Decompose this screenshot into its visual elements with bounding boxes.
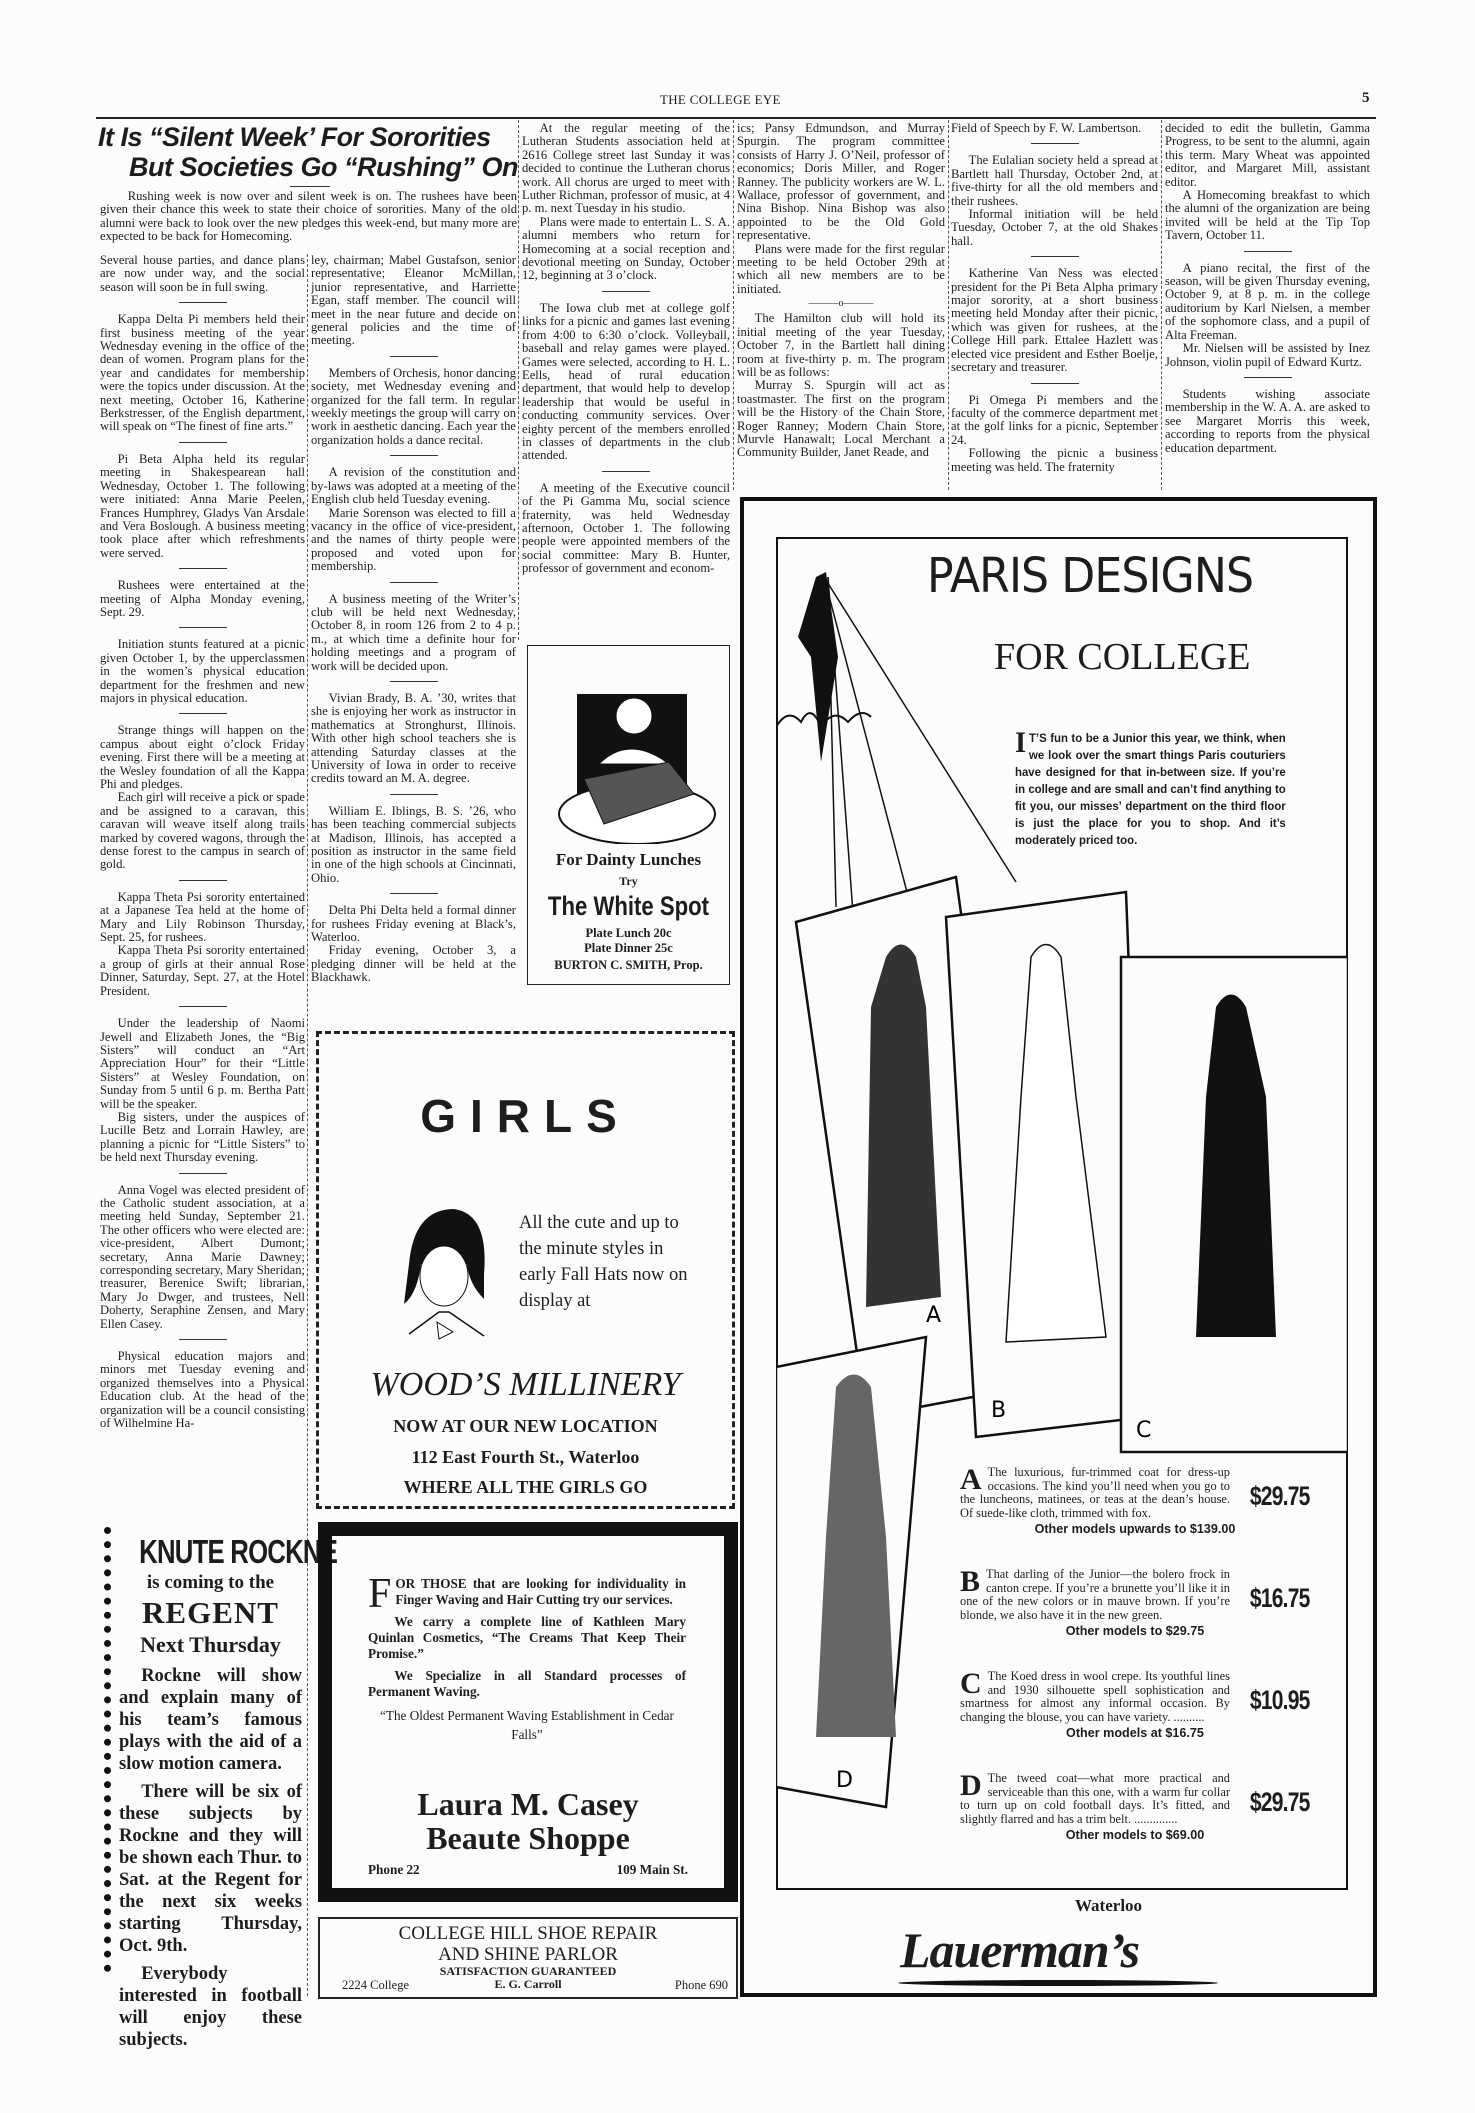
white-spot-ad <box>527 645 730 985</box>
face <box>420 1246 468 1306</box>
news-paragraph: Members of Orchesis, honor dancing society, met Wednesday evening and organized for the fall term. In regular weekly meetings the group will carry on work in aesthetic dancing. Each year the organization holds a dance recital. <box>311 365 516 447</box>
article-separator <box>1031 383 1079 384</box>
tag-b-letter: B <box>991 1398 1007 1423</box>
news-paragraph: ics; Pansy Edmundson, and Murray Spurgin. The program committee consists of Harry J. O’Neil, professor of economics; Doris Miller, and Roger Ranney. The publicity workers are W. L. Wallace, professor of government, and Nina Bishop. Nina Bishop was also appointed to be the Old Gold representative. <box>737 122 945 243</box>
news-item <box>100 254 305 294</box>
knute-title: KNUTE ROCKNE <box>139 1533 338 1570</box>
knute-coming: is coming to the <box>146 1572 275 1593</box>
news-paragraph: Strange things will happen on the campus about eight o’clock Friday evening. First there will be a meeting at the Wesley foundation of all the Kappa Phi and pledges. <box>100 723 305 791</box>
news-paragraph: Under the leadership of Naomi Jewell and Elizabeth Jones, the “Big Sisters” will conduct an “Art Appreciation Hour” for their “Little Sisters” at Wesley Foundation, on Sunday from 5 until 6 p. m. Bertha Patt will be the speaker. <box>100 1016 305 1111</box>
headline-line-2: But Societies Go “Rushing” On <box>128 152 518 182</box>
column-1 <box>100 254 305 1510</box>
article-separator <box>179 442 227 443</box>
news-paragraph: Katherine Van Ness was elected president for the Pi Beta Alpha primary major sorority, at a short business meeting held Monday after their picnic, which was given for rushees, at the College Hill park. Ettalee Hazlett was elected vice president and Esther Boelje, secretary and treasurer. <box>951 266 1158 375</box>
news-paragraph: Vivian Brady, B. A. ’30, writes that she is enjoying her work as instructor in mathematics at Stronghurst, Illinois. With other high school teachers she is attending Saturday classes at the University of Iowa in order to receive credits toward an M. A. degree. <box>311 690 516 786</box>
casey-name: Laura M. Casey <box>417 1786 639 1822</box>
news-paragraph: Anna Vogel was elected president of the Catholic student association, at a meeting held Sunday, September 21. The other officers who were elected are: vice-president, Albert Dumont; secretary, Anna Marie Dawney; corresponding secretary, Mary Sheridan; treasurer, Berenice Swift; librarian, Mary Jo Dwger, and trustees, Nell Doherty, Seraphine Zensen, and Mary Ellen Casey. <box>100 1182 305 1331</box>
article-separator <box>1031 143 1079 144</box>
bow <box>437 1322 453 1339</box>
news-paragraph: Kappa Theta Psi sorority entertained a group of girls at their annual Rose Dinner, Saturday, Sept. 27, at the Hotel President. <box>100 943 305 998</box>
news-paragraph: Kappa Delta Pi members held their first business meeting of the year Wednesday evening in the office of the dean of women. Program plans for the year and candidates for membership were the topics under discussion. At the next meeting, October 16, Katherine Berkstresser, of the English department, will speak on “The finest of fine arts.” <box>100 312 305 434</box>
paris-intro <box>1015 726 1286 849</box>
casey-body <box>368 1571 686 1750</box>
news-paragraph: Initiation stunts featured at a picnic given October 1, by the upperclassmen in the women’s physical education department for the freshmen and new majors in physical education. <box>100 637 305 705</box>
news-paragraph: A revision of the constitution and by-laws was adopted at a meeting of the English club held Tuesday evening. <box>311 465 516 507</box>
paris-title: PARIS DESIGNS <box>927 548 1254 604</box>
column-rule <box>733 120 734 490</box>
lead-paragraph: Rushing week is now over and silent week is on. The rushees have been given their chance this week to state their choice of sororities. Many of the old alumni were back to look over the new pledges this week-end, but many more are expected to be back for Homecoming. <box>100 189 517 244</box>
news-item <box>1165 388 1370 455</box>
location-line: NOW AT OUR NEW LOCATION <box>393 1416 658 1436</box>
news-paragraph: Plans were made to entertain L. S. A. alumni members who return for Homecoming at a social reception and devotional meeting on Sunday, October 12, beginning at 3 o’clock. <box>522 214 730 283</box>
article-separator <box>390 794 438 795</box>
news-paragraph: Pi Omega Pi members and the faculty of the commerce department met at the golf links for a picnic, September 24. <box>951 392 1158 447</box>
item-price: $29.75 <box>1250 1787 1310 1817</box>
knute-when: Next Thursday <box>140 1632 281 1657</box>
news-item <box>951 267 1158 374</box>
regent-theater: REGENT <box>142 1595 279 1630</box>
article-separator <box>179 568 227 569</box>
casey-paragraph: We Specialize in all Standard processes of Permanent Waving. <box>368 1668 686 1699</box>
headline <box>98 122 518 182</box>
item-b <box>960 1565 1310 1639</box>
news-item <box>311 466 516 573</box>
article-separator <box>390 356 438 357</box>
tag-d <box>776 1337 926 1807</box>
masthead-rule <box>96 117 1376 119</box>
knute-paragraph: Everybody interested in football will enjoy these subjects. <box>119 1964 302 2050</box>
news-paragraph: Each girl will receive a pick or spade and be assigned to a caravan, this caravan will weave itself along trails marked by covered wagons, through the dense forest to the campus in search of gold. <box>100 790 305 872</box>
news-item <box>522 482 730 576</box>
shoe-subtitle: AND SHINE PARLOR <box>438 1944 618 1965</box>
item-description: The tweed coat—what more practical and serviceable than this one, with a warm fur collar to turn up on cold football days. It’s fitted, and slightly flarred and has a trim belt. .............. <box>960 1771 1230 1826</box>
casey-address: 109 Main St. <box>616 1862 688 1877</box>
news-paragraph: Delta Phi Delta held a formal dinner for rushees Friday evening at Black’s, Waterloo. <box>311 903 516 945</box>
news-item <box>951 394 1158 474</box>
article-separator <box>179 1006 227 1007</box>
white-spot-tagline: For Dainty Lunches <box>555 850 702 869</box>
store-city: Waterloo <box>1075 1896 1143 1915</box>
news-item <box>311 593 516 673</box>
news-paragraph: A piano recital, the first of the season, will be given Thursday evening, October 9, at 8 p. m. in the college auditorium by Karl Nielsen, a member of the sophomore class, and a pupil of Alta Freeman. <box>1165 260 1370 342</box>
news-paragraph: Marie Sorenson was elected to fill a vacancy in the office of vice-president, and the names of thirty people were proposed and voted upon for membership. <box>311 505 516 574</box>
item-c <box>960 1667 1310 1741</box>
headline-line-1: It Is “Silent Week’ For Sororities <box>98 122 491 152</box>
news-item <box>100 1184 305 1331</box>
news-paragraph: A business meeting of the Writer’s club will be held next Wednesday, October 8, in room 126 from 2 to 4 p. m., at which time a definite hour for holding meetings and a program of work will be decided upon. <box>311 591 516 673</box>
casey-paragraph: We carry a complete line of Kathleen Mary Quinlan Cosmetics, “The Creams That Keep Their Promise.” <box>368 1614 686 1661</box>
news-item <box>100 1017 305 1164</box>
news-paragraph: Rushees were entertained at the meeting of Alpha Monday evening, Sept. 29. <box>100 578 305 619</box>
column-rule <box>307 254 308 1996</box>
news-item <box>100 579 305 619</box>
article-separator <box>1244 251 1292 252</box>
article-separator <box>1244 377 1292 378</box>
tag-a-letter: A <box>926 1303 942 1328</box>
news-paragraph: Mr. Nielsen will be assisted by Inez Johnson, violin pupil of Edward Kurtz. <box>1165 341 1370 369</box>
newspaper-title: THE COLLEGE EYE <box>660 92 781 107</box>
headline-rule <box>290 186 330 187</box>
page-number: 5 <box>1362 90 1370 106</box>
shoe-title: COLLEGE HILL SHOE REPAIR <box>398 1923 658 1944</box>
item-other-models: Other models to $69.00 <box>1065 1828 1205 1842</box>
casey-beaute-shoppe-ad <box>318 1522 738 1902</box>
news-paragraph: Big sisters, under the auspices of Lucille Betz and Lorrain Hawley, are planning a picnic for “Little Sisters” to be held next Thursday evening. <box>100 1109 305 1165</box>
lunch-illustration <box>529 654 729 844</box>
news-item <box>100 313 305 434</box>
shoe-guarantee: SATISFACTION GUARANTEED <box>439 1964 617 1978</box>
article-separator <box>179 1173 227 1174</box>
tag-c-letter: C <box>1136 1418 1152 1443</box>
slogan-line: WHERE ALL THE GIRLS GO <box>403 1477 648 1497</box>
item-description: The luxurious, fur-trimmed coat for dress-up occasions. The kind you’ll need when you go to the luncheons, matinees, or teas at the dean’s house. Of suede-like cloth, trimmed with fox. <box>960 1465 1230 1520</box>
news-paragraph: Informal initiation will be held Tuesday, October 7, at the old Shakes hall. <box>951 207 1158 248</box>
news-paragraph: At the regular meeting of the Lutheran Students association held at 2616 College street last Sunday it was decided to continue the Lutheran chorus work. All chorus are urged to meet with Luther Richman, professor of music, at 4 p. m. next Tuesday in his studio. <box>522 122 730 216</box>
news-item <box>311 692 516 786</box>
white-spot-try: Try <box>619 874 638 888</box>
news-item <box>311 904 516 984</box>
article-separator <box>390 582 438 583</box>
column-6 <box>1165 122 1370 492</box>
drop-cap: I <box>1015 726 1027 759</box>
news-item <box>100 724 305 871</box>
news-paragraph: Friday evening, October 3, a pledging dinner will be held at the Blackhawk. <box>311 943 516 985</box>
shoe-owner: E. G. Carroll <box>494 1977 562 1991</box>
news-item <box>100 638 305 705</box>
news-item <box>737 122 945 296</box>
drop-cap: F <box>368 1571 392 1617</box>
news-paragraph: Students wishing associate membership in the W. A. A. are asked to see Margaret Morris this week, according to reports from the physical education department. <box>1165 386 1370 455</box>
news-item <box>522 302 730 463</box>
item-letter: B <box>960 1565 981 1598</box>
item-other-models: Other models at $16.75 <box>1066 1726 1204 1740</box>
article-separator <box>602 291 650 292</box>
column-4 <box>737 122 945 492</box>
white-spot-name: The White Spot <box>547 891 710 921</box>
woods-millinery-ad <box>316 1031 735 1509</box>
shoe-phone: Phone 690 <box>674 1978 728 1992</box>
knute-paragraph: There will be six of these subjects by Rockne and they will be shown each Thur. to Sat. at the Regent for the next six weeks starting Thursday, Oct. 9th. <box>119 1782 302 1956</box>
news-paragraph: A meeting of the Executive council of the Pi Gamma Mu, social science fraternity, was held Wednesday afternoon, October 1. The following people were appointed members of the social committee: Mary B. Hunter, professor of government and econom- <box>522 480 730 576</box>
item-price: $10.95 <box>1250 1685 1310 1715</box>
news-paragraph: Several house parties, and dance plans are now under way, and the social season will soon be in full swing. <box>100 254 305 294</box>
news-paragraph: Kappa Theta Psi sorority entertained at a Japanese Tea held at the home of Mary and Lily Robinson Thursday, Sept. 25, for rushees. <box>100 889 305 945</box>
plate-dinner-price: Plate Dinner 25c <box>584 941 673 955</box>
item-letter: A <box>960 1463 982 1496</box>
news-paragraph: Physical education majors and minors met Tuesday evening and organized themselves into a Physical Education club. At the head of the organization will be a council consisting of Wilhelmine Ha- <box>100 1349 305 1431</box>
lauermans-logo: Lauerman’s <box>900 1922 1140 1978</box>
girls-title: GIRLS <box>420 1090 631 1142</box>
knute-rockne-ad <box>104 1527 338 2050</box>
news-item <box>100 453 305 560</box>
store-name: WOOD’S MILLINERY <box>370 1366 681 1403</box>
item-price: $29.75 <box>1250 1481 1310 1511</box>
item-description: The Koed dress in wool crepe. Its youthful lines and 1930 silhouette spell sophistication and smartness for almost any informal occasion. By changing the blouse, you can have variety. .......... <box>960 1669 1230 1724</box>
casey-quote: “The Oldest Permanent Waving Establishment in Cedar Falls” <box>380 1708 674 1742</box>
column-5 <box>951 122 1158 492</box>
news-paragraph: A Homecoming breakfast to which the alumni of the organization are being invited will be held at the Tip Top Tavern, October 11. <box>1165 188 1370 243</box>
article-separator <box>390 893 438 894</box>
casey-phone: Phone 22 <box>368 1862 420 1877</box>
shoe-address: 2224 College <box>342 1978 410 1992</box>
article-separator <box>390 455 438 456</box>
column-rule <box>948 120 949 490</box>
news-paragraph: decided to edit the bulletin, Gamma Progress, to be sent to the alumni, again this term. Mary Wheat was appointed editor, and Margaret Mill, assistant editor. <box>1165 122 1370 189</box>
logo-swash <box>898 1980 1218 1986</box>
news-item <box>1165 262 1370 369</box>
news-item <box>311 805 516 885</box>
article-separator <box>179 1339 227 1340</box>
news-paragraph: Following the picnic a business meeting was held. The fraternity <box>951 446 1158 474</box>
column-3 <box>522 122 730 640</box>
article-separator <box>179 713 227 714</box>
article-separator <box>179 627 227 628</box>
news-paragraph: William E. Iblings, B. S. ’26, who has been teaching commercial subjects at Madison, Illinois, has accepted a position as instructor in the same field in one of the high schools at Cincinnati, Ohio. <box>311 803 516 885</box>
article-separator <box>179 880 227 881</box>
white-spot-proprietor: BURTON C. SMITH, Prop. <box>554 958 703 972</box>
tag-d-letter: D <box>836 1768 853 1793</box>
news-item <box>737 312 945 459</box>
news-item <box>100 891 305 998</box>
news-item <box>100 1350 305 1430</box>
casey-shop: Beaute Shoppe <box>426 1820 630 1856</box>
news-item <box>311 367 516 447</box>
news-paragraph: Pi Beta Alpha held its regular meeting in Shakespearean hall Wednesday, October 1. The following were initiated: Anna Marie Peelen, Frances Humphrey, Gladys Van Arsdale and Vera Boslough. A business meeting took place after which refreshments were served. <box>100 451 305 560</box>
item-other-models: Other models to $29.75 <box>1065 1624 1205 1638</box>
address-line: 112 East Fourth St., Waterloo <box>411 1447 640 1467</box>
shoe-repair-ad <box>318 1917 738 1999</box>
woman-head <box>616 698 652 734</box>
column-2 <box>311 254 516 1024</box>
news-item <box>1165 122 1370 243</box>
collar <box>409 1312 484 1336</box>
tag-string <box>824 577 1016 882</box>
news-item <box>311 254 516 348</box>
woman-hat-illustration <box>389 1204 499 1349</box>
article-separator <box>179 302 227 303</box>
news-item <box>951 154 1158 248</box>
news-paragraph: The Eulalian society held a spread at Bartlett hall Thursday, October 2nd, at five-thirty for all the old members and their rushees. <box>951 153 1158 208</box>
news-paragraph: The Hamilton club will hold its initial meeting of the year Tuesday, October 7, in the Bartlett hall dining room at five-thirty p. m. The program will be as follows: <box>737 311 945 379</box>
girls-text: All the cute and up to the minute styles in early Fall Hats now on display at <box>519 1213 688 1311</box>
column-rule <box>1161 120 1162 490</box>
knute-paragraph: Rockne will show and explain many of his team’s famous plays with the aid of a slow motion camera. <box>119 1666 302 1774</box>
news-paragraph: Plans were made for the first regular meeting to be held October 29th at which all new members are to be initiated. <box>737 241 945 296</box>
article-separator <box>390 681 438 682</box>
news-item <box>522 122 730 283</box>
paris-subtitle: FOR COLLEGE <box>994 636 1251 678</box>
column-rule <box>518 120 519 640</box>
item-d <box>960 1769 1310 1843</box>
tag-b <box>946 892 1146 1437</box>
item-price: $16.75 <box>1250 1583 1310 1613</box>
news-item <box>951 122 1158 135</box>
item-a <box>960 1463 1310 1537</box>
casey-paragraph: OR THOSE that are looking for individuality in Finger Waving and Hair Cutting try our services. <box>395 1576 686 1607</box>
news-paragraph: Murray S. Spurgin will act as toastmaster. The first on the program will be the History of the Chain Store, Roger Ranney; Modern Chain Store, Murvle Hanawalt; Local Merchant a Community Builder, Janet Reade, and <box>737 378 945 460</box>
item-description: That darling of the Junior—the bolero frock in canton crepe. If you’re a brunette you’ll like it in one of the new colors or in mauve brown. If you’re blonde, we also have it in the new green. <box>960 1567 1230 1622</box>
news-paragraph: Field of Speech by F. W. Lambertson. <box>951 122 1142 135</box>
news-paragraph: The Iowa club met at college golf links for a picnic and games last evening from 4:00 to 6:30 o’clock. Volleyball, baseball and relay games were played. Games were selected, according to H. L. Eells, head of rural education department, that would help to develop leadership that would be useful in conducting community services. Over eighty percent of the members enrolled in classes of departments in the club attended. <box>522 300 730 463</box>
item-letter: D <box>960 1769 982 1802</box>
paris-intro-text: T’S fun to be a Junior this year, we think, when we look over the smart things Paris couturiers have designed for that in-between size. If you’re in college and are small and can’t find anything to fit you, our misses’ department on the third floor is just the place for you to shop. And it’s moderately priced too. <box>1015 731 1286 847</box>
article-separator <box>1031 256 1079 257</box>
item-other-models: Other models upwards to $139.00 <box>1034 1522 1236 1536</box>
article-separator: ———o——— <box>808 298 874 310</box>
article-separator <box>602 471 650 472</box>
tag-c <box>1121 957 1348 1452</box>
item-letter: C <box>960 1667 982 1700</box>
plate-lunch-price: Plate Lunch 20c <box>585 926 672 940</box>
news-paragraph: ley, chairman; Mabel Gustafson, senior representative; Eleanor McMillan, junior representative, and Harriette Egan, staff member. The council will meet in the near future and decide on general policies and the time of meeting. <box>311 254 516 348</box>
